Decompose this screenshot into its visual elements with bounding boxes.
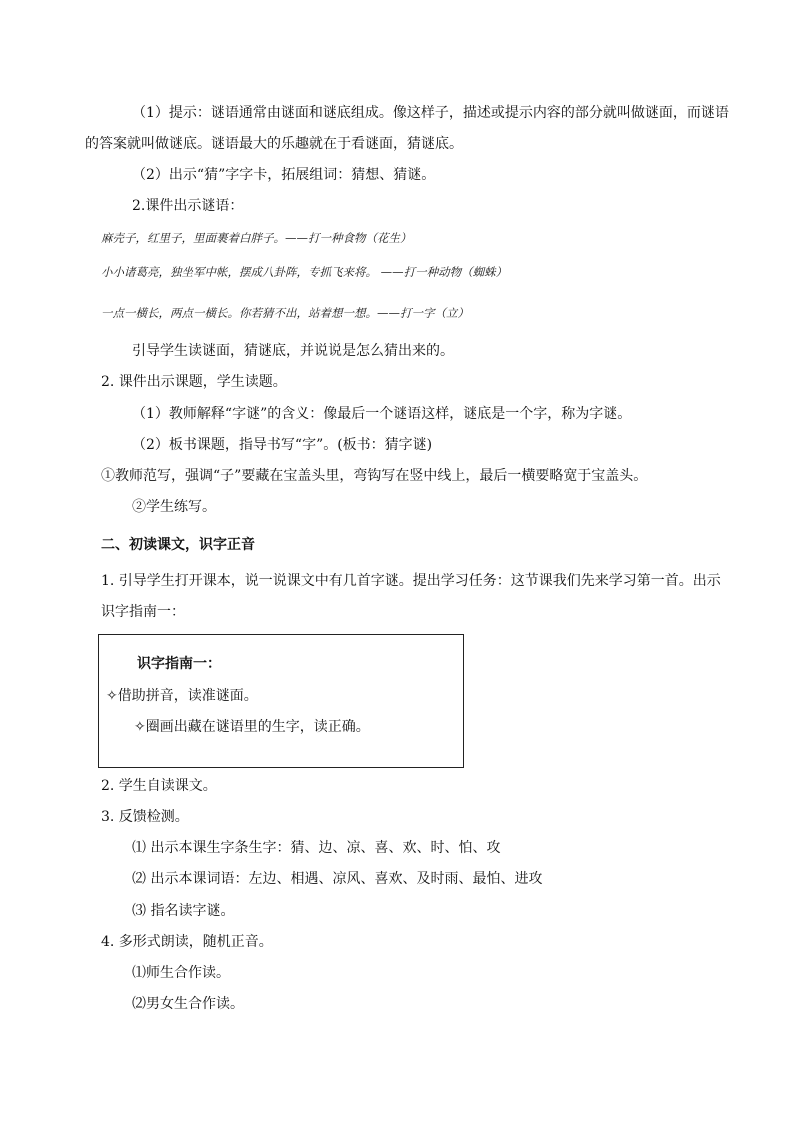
courseware-riddles-line: 2.课件出示谜语： [132, 198, 244, 214]
s2-item-2-line: 2. 学生自读课文。 [101, 778, 217, 794]
section-2-heading: 二、初读课文，识字正音 [101, 537, 255, 553]
riddle-peanut: 麻壳子，红里子，里面裹着白胖子。——打一种食物（花生） [101, 231, 412, 245]
item-2-line: 2. 课件出示课题，学生读题。 [101, 374, 287, 390]
guide-box-title: 识字指南一： [137, 656, 221, 672]
s2-item-3-3-line: ⑶ 指名读字谜。 [132, 903, 235, 919]
item-2-2-line: （2）板书课题，指导书写“字”。(板书：猜字谜) [132, 437, 433, 453]
hint-line-2: 的答案就叫做谜底。谜语最大的乐趣就在于看谜面，猜谜底。 [85, 136, 463, 152]
teacher-demo-line: ①教师范写，强调“子”要藏在宝盖头里，弯钩写在竖中线上，最后一横要略宽于宝盖头。 [101, 468, 648, 484]
s2-item-1-line-2: 识字指南一： [101, 604, 185, 620]
riddle-spider: 小小诸葛亮，独坐军中帐，摆成八卦阵，专抓飞来将。 ——打一种动物（蜘蛛） [101, 265, 508, 279]
s2-item-3-line: 3. 反馈检测。 [101, 809, 189, 825]
item-2-1-line: （1）教师解释“字谜”的含义：像最后一个谜语这样，谜底是一个字，称为字谜。 [132, 406, 632, 422]
s2-item-4-1-line: ⑴师生合作读。 [132, 965, 230, 981]
hint-line-1: （1）提示：谜语通常由谜面和谜底组成。像这样子，描述或提示内容的部分就叫做谜面，而谜语 [132, 105, 729, 121]
show-card-line: （2）出示“猜”字字卡，拓展组词：猜想、猜谜。 [132, 167, 436, 183]
guide-read-line: 引导学生读谜面，猜谜底，并说说是怎么猜出来的。 [132, 343, 454, 359]
guide-item-pinyin: ✧借助拼音，读准谜面。 [106, 688, 258, 704]
s2-item-1-line-1: 1. 引导学生打开课本，说一说课文中有几首字谜。提出学习任务：这节课我们先来学习第一首。出示 [101, 573, 721, 589]
student-practice-line: ②学生练写。 [132, 499, 216, 515]
guide-item-circle: ✧圈画出藏在谜语里的生字，读正确。 [134, 719, 370, 735]
s2-item-3-1-line: ⑴ 出示本课生字条生字：猜、边、凉、喜、欢、时、怕、攻 [132, 840, 501, 856]
riddle-character: 一点一横长，两点一横长。你若猜不出，站着想一想。——打一字（立） [101, 306, 469, 320]
s2-item-3-2-line: ⑵ 出示本课词语：左边、相遇、凉风、喜欢、及时雨、最怕、进攻 [132, 871, 543, 887]
s2-item-4-line: 4. 多形式朗读，随机正音。 [101, 934, 273, 950]
s2-item-4-2-line: ⑵男女生合作读。 [132, 996, 244, 1012]
